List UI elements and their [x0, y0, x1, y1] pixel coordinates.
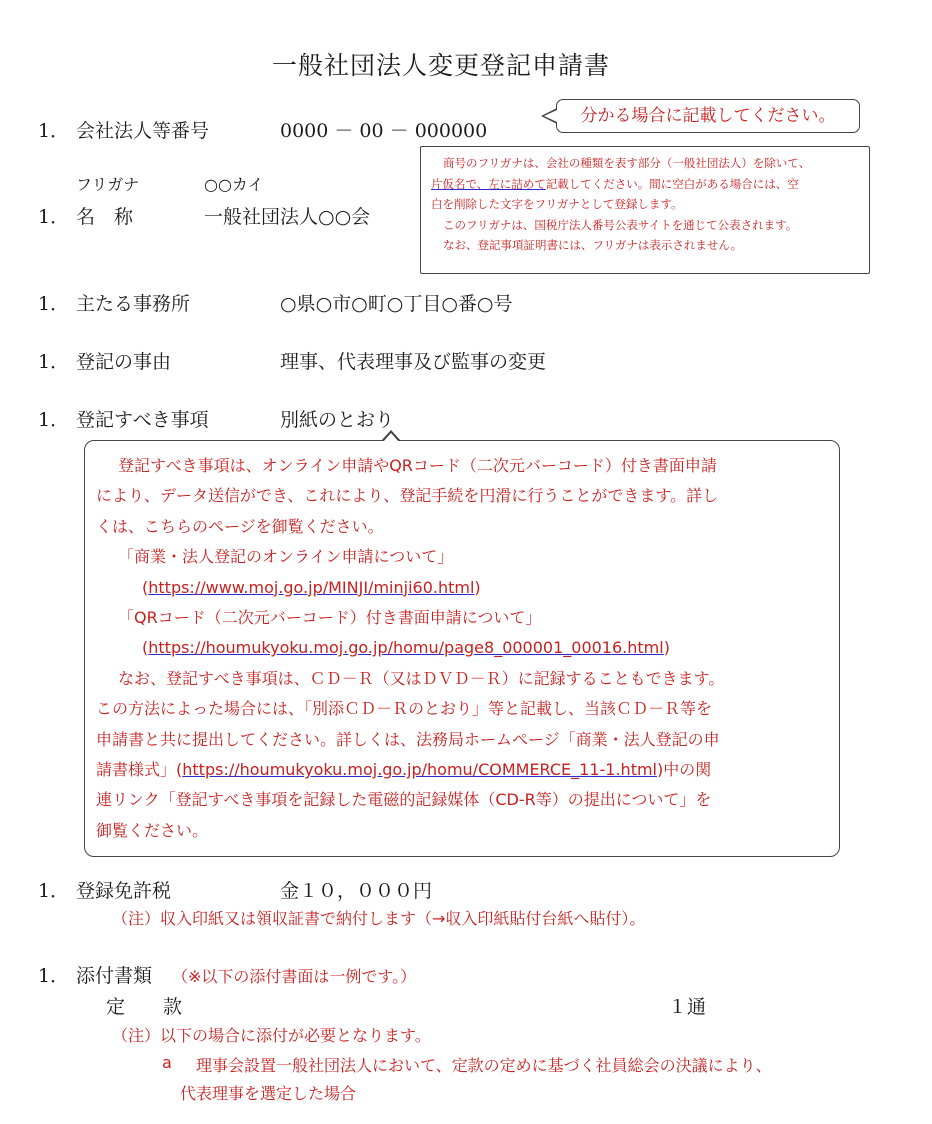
attachment-count: １通 [668, 996, 707, 1018]
callout-matters-note [84, 440, 840, 857]
note-text: 記載してください。間に空白がある場合には、空 [545, 176, 799, 191]
note-text: 中の関 [663, 760, 712, 780]
office-value: ○県○市○町○丁目○番○号 [280, 293, 513, 315]
item-marker: 1． [38, 409, 70, 431]
note-text: 請書様式」 [96, 760, 177, 780]
corp-number-value: 0000 － 00 － 000000 [280, 120, 488, 142]
note-line: 登記すべき事項は、オンライン申請やQRコード（二次元バーコード）付き書面申請 [118, 456, 717, 475]
tax-value: 金１０，０００円 [280, 880, 433, 902]
qr-application-link[interactable]: https://houmukyoku.moj.go.jp/homu/page8_000001_00016.html [148, 638, 664, 658]
callout-tail-fill [544, 110, 557, 122]
note-line: (https://houmukyoku.moj.go.jp/homu/page8_000001_00016.html) [142, 638, 670, 658]
corp-number-label: 会社法人等番号 [76, 120, 210, 142]
note-line: この方法によった場合には、「別添ＣＤ－Ｒのとおり」等と記載し、当該ＣＤ－Ｒ等を [96, 699, 713, 719]
callout-number-note: 分かる場合に記載してください。 [556, 99, 860, 133]
note-line: により、データ送信ができ、これにより、登記手続を円滑に行うことができます。詳し [96, 486, 719, 506]
name-value: 一般社団法人○○会 [204, 206, 371, 228]
condition-text: 代表理事を選定した場合 [180, 1084, 357, 1103]
note-line: 請書様式」(https://houmukyoku.moj.go.jp/homu/COMMERCE_11-1.html)中の関 [96, 760, 712, 780]
condition-marker: a [162, 1053, 172, 1072]
office-label: 主たる事務所 [76, 293, 191, 315]
note-line: くは、こちらのページを御覧ください。 [96, 516, 384, 536]
matters-label: 登記すべき事項 [76, 409, 209, 431]
item-marker: 1． [38, 206, 70, 228]
reason-value: 理事、代表理事及び監事の変更 [280, 351, 547, 373]
attachments-label: 添付書類 [76, 965, 153, 987]
online-application-link[interactable]: https://www.moj.go.jp/MINJI/minji60.html [148, 577, 475, 597]
note-line: (https://www.moj.go.jp/MINJI/minji60.html) [142, 577, 481, 597]
condition-text: 理事会設置一般社団法人において、定款の定めに基づく社員総会の決議により、 [196, 1056, 772, 1075]
item-marker: 1． [38, 120, 70, 142]
note-line: 「商業・法人登記のオンライン申請について」 [118, 547, 454, 567]
callout-tail-fill [383, 433, 399, 442]
furigana-value: ○○カイ [204, 175, 264, 194]
tax-note: （注）収入印紙又は領収証書で納付します（→収入印紙貼付台紙へ貼付）。 [112, 909, 646, 928]
note-line: このフリガナは、国税庁法人番号公表サイトを通じて公表されます。 [443, 217, 798, 232]
note-line: 連リンク「登記すべき事項を記録した電磁的記録媒体（CD-R等）の提出について」を [96, 790, 712, 810]
reason-label: 登記の事由 [76, 351, 172, 373]
item-marker: 1． [38, 351, 70, 373]
document-title: 一般社団法人変更登記申請書 [272, 51, 611, 80]
furigana-label: フリガナ [76, 175, 140, 194]
note-line: 白を削除した文字をフリガナとして登録します。 [431, 197, 683, 211]
item-marker: 1． [38, 293, 70, 315]
item-marker: 1． [38, 880, 70, 902]
commerce-forms-link[interactable]: https://houmukyoku.moj.go.jp/homu/COMMERCE_11-1.html [182, 760, 657, 780]
attachment-condition: （注）以下の場合に添付が必要となります。 [112, 1026, 431, 1045]
note-line: 「QRコード（二次元バーコード）付き書面申請について」 [118, 608, 542, 628]
note-underlined: 片仮名で、左に詰めて [431, 176, 546, 191]
name-label: 名 称 [76, 206, 134, 228]
attachments-note: （※以下の添付書面は一例です。） [172, 967, 417, 986]
note-line: 申請書と共に提出してください。詳しくは、法務局ホームページ「商業・法人登記の申 [96, 729, 720, 749]
note-line: 商号のフリガナは、会社の種類を表す部分（一般社団法人）を除いて、 [443, 156, 811, 170]
note-line: 御覧ください。 [96, 820, 209, 840]
note-line: なお、登記すべき事項は、ＣＤ－Ｒ（又はＤＶＤ－Ｒ）に記録することもできます。 [118, 668, 725, 688]
tax-label: 登録免許税 [76, 880, 172, 902]
matters-value: 別紙のとおり [280, 409, 395, 431]
callout-furigana-note [420, 146, 870, 274]
note-line [431, 174, 861, 195]
item-marker: 1． [38, 965, 70, 987]
note-line: なお、登記事項証明書には、フリガナは表示されません。 [443, 238, 743, 252]
attachment-item: 定 款 [106, 996, 183, 1018]
